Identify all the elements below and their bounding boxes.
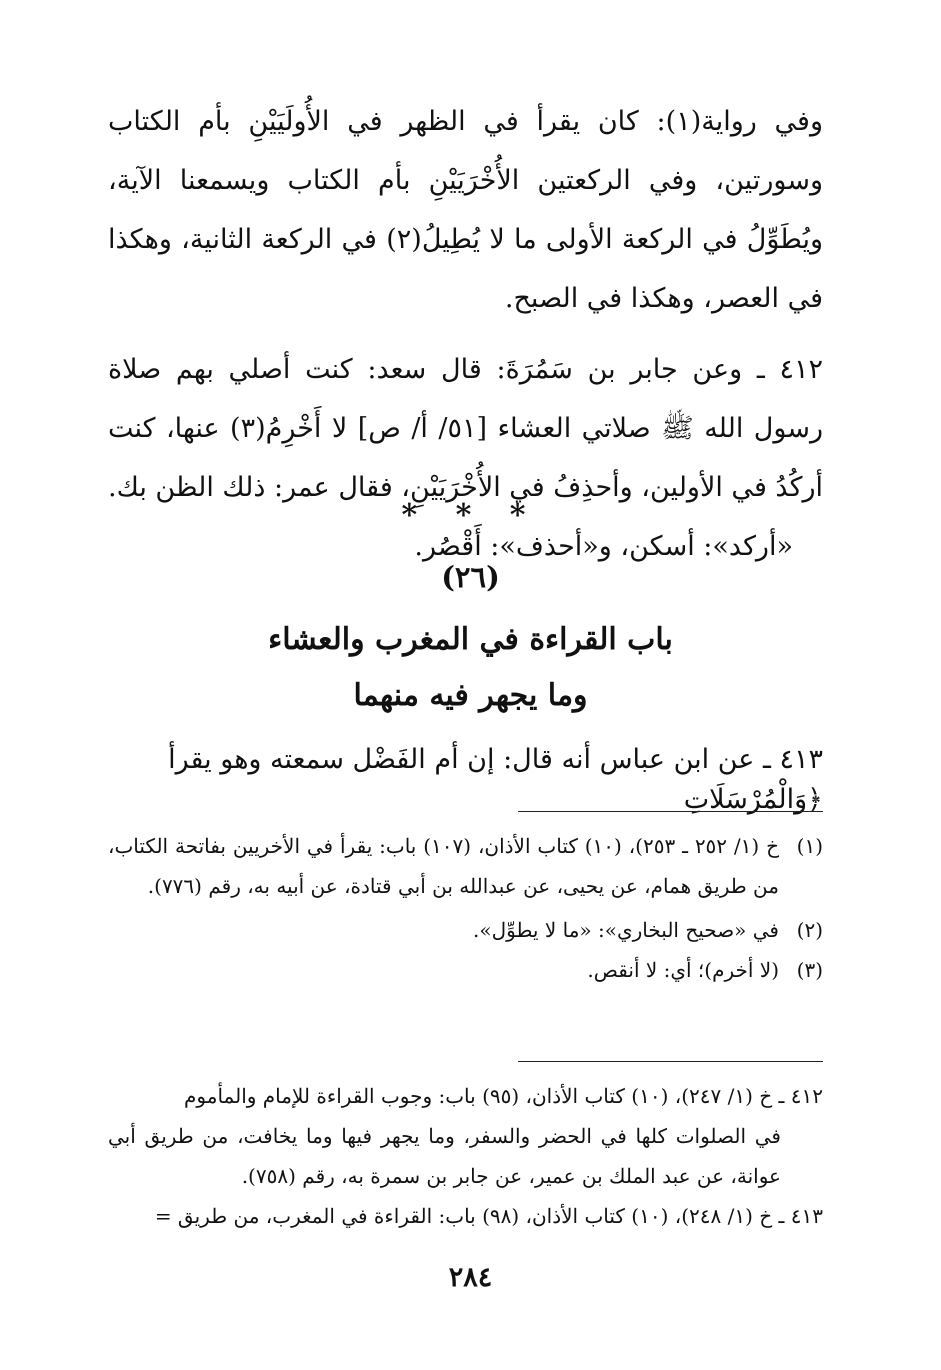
footnote-text: في «صحيح البخاري»: «ما لا يطوِّل». <box>473 918 779 942</box>
footnote-number: (٢) <box>796 918 823 942</box>
reference-divider <box>518 1061 823 1062</box>
footnote-text: (لا أخرم)؛ أي: لا أنقص. <box>587 958 779 982</box>
page-number: ٢٨٤ <box>448 1262 493 1293</box>
chapter-title-line-2: وما يجهر فيه منهما <box>353 678 588 713</box>
reference-head: ٤١٣ ـ خ (١/ ٢٤٨)، (١٠) كتاب الأذان، (٩٨) باب: القراءة في المغرب، من طريق = <box>154 1204 823 1228</box>
reference-continuation: في الصلوات كلها في الحضر والسفر، وما يجهر فيها وما يخافت، من طريق أبي عوانة، عن عبد الملك بن عمير، عن جابر بن سمرة به، رقم (٧٥٨). <box>108 1124 781 1188</box>
reference-412 <box>108 1076 823 1196</box>
hadith-412: ٤١٢ ـ وعن جابر بن سَمُرَةَ: قال سعد: كنت أصلي بهم صلاة رسول الله ﷺ صلاتي العشاء [٥١/ أ/ ص] لا أَخْرِمُ(٣) عنها، كنت أركُدُ في الأولين، وأحذِفُ في الأُخْرَيَيْنِ، فقال عمر: ذلك الظن بك. <box>107 354 824 503</box>
footnote-number: (١) <box>796 834 823 858</box>
chapter-title-line-1: باب القراءة في المغرب والعشاء <box>268 622 673 657</box>
reference-head: ٤١٢ ـ خ (١/ ٢٤٧)، (١٠) كتاب الأذان، (٩٥) باب: وجوب القراءة للإمام والمأموم <box>184 1084 823 1108</box>
footnote-divider <box>518 811 823 812</box>
footnote-item <box>108 950 823 990</box>
footnote-item <box>108 826 823 906</box>
source-references <box>108 1076 823 1236</box>
footnote-number: (٣) <box>796 958 823 982</box>
reference-413 <box>108 1196 823 1236</box>
footnotes <box>108 826 823 990</box>
chapter-number: (٢٦) <box>441 560 500 594</box>
footnote-item <box>108 910 823 950</box>
paragraph-narration: وفي رواية(١): كان يقرأ في الظهر في الأُولَيَيْنِ بأم الكتاب وسورتين، وفي الركعتين الأُخْرَيَيْنِ بأم الكتاب ويسمعنا الآية، ويُطَوِّلُ في الركعة الأولى ما لا يُطِيلُ(٢) في الركعة الثانية، وهكذا في العصر، وهكذا في الصبح. <box>108 106 824 314</box>
section-divider: * * * <box>401 498 540 533</box>
hadith-413: ٤١٣ ـ عن ابن عباس أنه قال: إن أم الفَضْل سمعته وهو يقرأ ﴿وَالْمُرْسَلَاتِ <box>168 744 823 815</box>
word-gloss: «أركد»: أسكن، و«أحذف»: أَقْصُر. <box>414 531 793 562</box>
footnote-text: خ (١/ ٢٥٢ ـ ٢٥٣)، (١٠) كتاب الأذان، (١٠٧) باب: يقرأ في الأخريين بفاتحة الكتاب، من طريق همام، عن يحيى، عن عبدالله بن أبي قتادة، عن أبيه به، رقم (٧٧٦). <box>108 834 779 898</box>
chapter-title <box>0 612 941 724</box>
